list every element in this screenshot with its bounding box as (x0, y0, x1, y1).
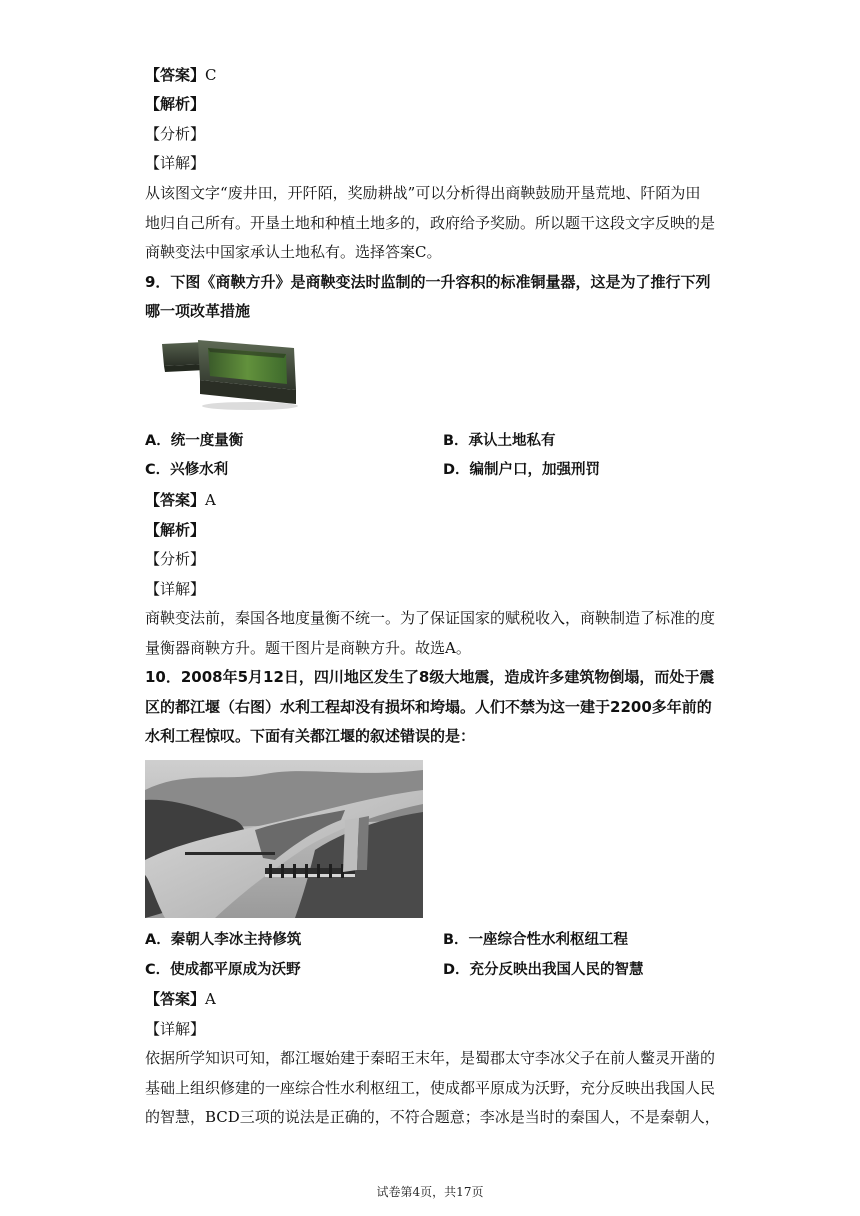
answer-label: 【答案】 (145, 491, 206, 509)
q8-detail-label: 【详解】 (145, 154, 206, 172)
q10-stem-line-2: 区的都江堰（右图）水利工程却没有损坏和垮塌。人们不禁为这一建于2200多年前的 (145, 698, 712, 716)
q9-option-b[interactable]: B．承认土地私有 (443, 433, 556, 449)
q8-answer (145, 65, 217, 85)
q10-detail-line-2: 基础上组织修建的一座综合性水利枢纽工，使成都平原成为沃野，充分反映出我国人民 (145, 1079, 716, 1097)
q8-analysis-label: 【解析】 (145, 95, 206, 113)
q8-fenxi-label: 【分析】 (145, 125, 206, 143)
q9-fenxi-label: 【分析】 (145, 550, 206, 568)
q9-option-c[interactable]: C．兴修水利 (145, 462, 229, 478)
answer-value: C (205, 66, 217, 84)
answer-label: 【答案】 (145, 66, 206, 84)
answer-value: A (205, 990, 216, 1008)
q9-detail-label: 【详解】 (145, 580, 206, 598)
q10-option-d[interactable]: D．充分反映出我国人民的智慧 (443, 962, 644, 978)
q10-stem-line-3: 水利工程惊叹。下面有关都江堰的叙述错误的是： (145, 727, 476, 745)
q10-detail-label: 【详解】 (145, 1020, 206, 1038)
q10-option-a[interactable]: A．秦朝人李冰主持修筑 (145, 932, 302, 948)
answer-value: A (205, 491, 216, 509)
q9-option-a[interactable]: A．统一度量衡 (145, 433, 244, 449)
q10-detail-line-1: 依据所学知识可知，都江堰始建于秦昭王末年，是蜀郡太守李冰父子在前人鳖灵开凿的 (145, 1049, 716, 1067)
answer-label: 【答案】 (145, 990, 206, 1008)
q9-analysis-label: 【解析】 (145, 521, 206, 539)
q10-answer (145, 989, 216, 1009)
q9-stem-line-1: 9．下图《商鞅方升》是商鞅变法时监制的一升容积的标准铜量器，这是为了推行下列 (145, 273, 711, 291)
bronze-measure-illustration (160, 334, 300, 412)
q9-stem-line-2: 哪一项改革措施 (145, 302, 251, 320)
page-footer: 试卷第4页，共17页 (376, 1185, 484, 1199)
q10-stem-line-1: 10．2008年5月12日，四川地区发生了8级大地震，造成许多建筑物倒塌，而处于震 (145, 668, 715, 686)
q9-detail-line-1: 商鞅变法前，秦国各地度量衡不统一。为了保证国家的赋税收入，商鞅制造了标准的度 (145, 609, 716, 627)
q9-option-d[interactable]: D．编制户口，加强刑罚 (443, 462, 601, 478)
q8-detail-line-3: 商鞅变法中国家承认土地私有。选择答案C。 (145, 243, 442, 261)
q10-option-b[interactable]: B．一座综合性水利枢纽工程 (443, 932, 629, 948)
q10-detail-line-3: 的智慧，BCD三项的说法是正确的，不符合题意；李冰是当时的秦国人，不是秦朝人， (145, 1108, 720, 1126)
dujiangyan-aerial-illustration (145, 760, 423, 918)
q8-detail-line-2: 地归自己所有。开垦土地和种植土地多的，政府给予奖励。所以题干这段文字反映的是 (145, 214, 716, 232)
q9-answer (145, 490, 216, 510)
dujiangyan-photo (145, 760, 423, 918)
q9-detail-line-2: 量衡器商鞅方升。题干图片是商鞅方升。故选A。 (145, 639, 471, 657)
q10-option-c[interactable]: C．使成都平原成为沃野 (145, 962, 301, 978)
shang-yang-fangsheng-image (160, 334, 300, 412)
q8-detail-line-1: 从该图文字“废井田，开阡陌，奖励耕战”可以分析得出商鞅鼓励开垦荒地、阡陌为田 (145, 184, 701, 202)
